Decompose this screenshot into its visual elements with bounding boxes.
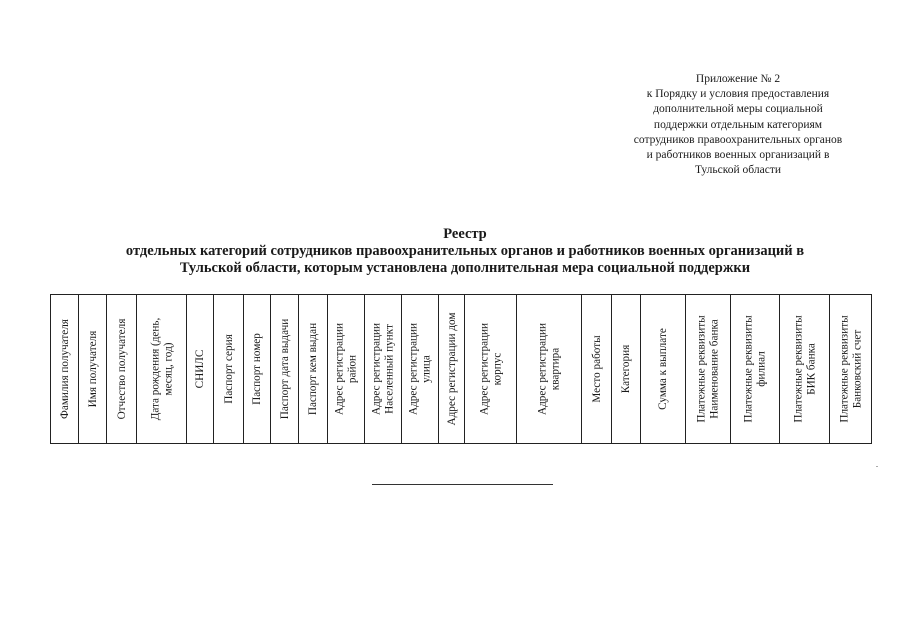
column-header (137, 295, 187, 444)
column-header-label: Паспорт серия (222, 334, 235, 404)
column-header (465, 295, 517, 444)
column-header (187, 295, 214, 444)
column-header (328, 295, 365, 444)
column-header-label: Платежные реквизиты филиал (742, 315, 767, 423)
appendix-line: Приложение № 2 (695, 73, 781, 85)
column-header-label: Паспорт кем выдан (306, 322, 319, 416)
column-header (582, 295, 612, 444)
column-header-label: Адрес регистрации район (333, 322, 358, 416)
column-header-label: Платежные реквизиты Банковский счет (838, 315, 863, 423)
column-header (271, 295, 299, 444)
column-header-label: Категория (619, 344, 632, 394)
column-header-label: Платежные реквизиты Наименование банка (695, 315, 720, 423)
column-header (517, 295, 582, 444)
column-header (107, 295, 137, 444)
appendix-line: Тульской области (694, 164, 781, 177)
document-title (80, 226, 850, 277)
appendix-line: к Порядку и условия предоставления (646, 88, 830, 101)
title-heading: Реестр (443, 226, 487, 242)
appendix-line: сотрудников правоохранительных органов (633, 133, 843, 146)
column-header-label: Место работы (590, 335, 603, 403)
table-header-row (51, 295, 872, 444)
column-header (79, 295, 107, 444)
column-header-label: Отчество получателя (115, 318, 128, 420)
column-header-label: Адрес регистрации Населенный пункт (370, 322, 395, 416)
appendix-line: поддержки отдельным категориям (653, 118, 823, 131)
column-header-label: Имя получателя (86, 330, 99, 408)
column-header-label: Адрес регистрации корпус (478, 322, 503, 416)
scan-speck (876, 466, 878, 467)
column-header-label: Адрес регистрации дом (445, 312, 458, 426)
title-line: Тульской области, которым установлена дополнительная мера социальной поддержки (179, 260, 751, 276)
column-header (244, 295, 271, 444)
column-header (612, 295, 641, 444)
footer-divider (372, 484, 553, 485)
column-header-label: Адрес регистрации улица (407, 322, 432, 416)
column-header (780, 295, 830, 444)
column-header-label: Дата рождения (день, месяц, год) (149, 317, 174, 421)
column-header-label: Платежные реквизиты БИК банка (792, 315, 817, 423)
column-header (365, 295, 402, 444)
column-header (830, 295, 872, 444)
appendix-line: дополнительной меры социальной (653, 103, 823, 116)
column-header-label: Паспорт дата выдачи (278, 318, 291, 420)
column-header-label: Адрес регистрации квартира (536, 322, 561, 416)
column-header (402, 295, 439, 444)
appendix-line: и работников военных организаций в (646, 149, 830, 162)
column-header-label: Фамилия получателя (58, 319, 71, 419)
column-header (214, 295, 244, 444)
title-line: отдельных категорий сотрудников правоохранительных органов и работников военных организаций в (125, 243, 805, 259)
column-header (51, 295, 79, 444)
appendix-note (600, 72, 876, 178)
column-header (641, 295, 686, 444)
column-header (439, 295, 465, 444)
column-header-label: Паспорт номер (250, 333, 263, 405)
column-header (731, 295, 780, 444)
column-header (299, 295, 328, 444)
column-header-label: Сумма к выплате (656, 328, 669, 410)
column-header (686, 295, 731, 444)
registry-table (50, 294, 872, 444)
column-header-label: СНИЛС (193, 349, 206, 389)
